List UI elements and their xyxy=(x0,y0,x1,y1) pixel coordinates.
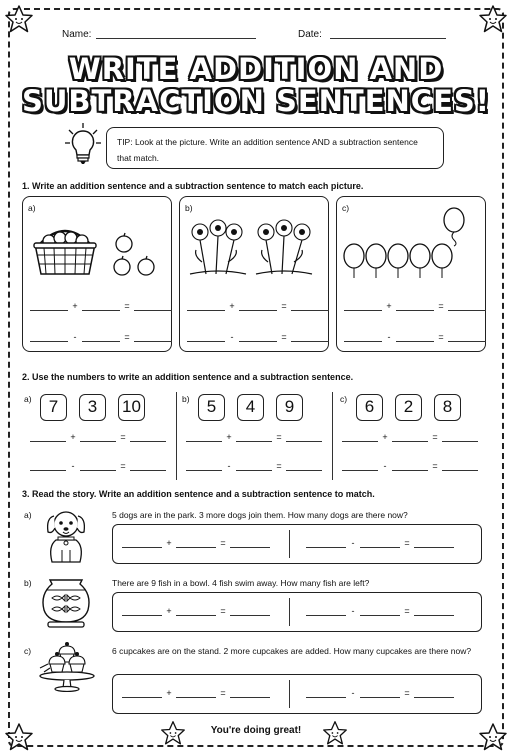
answer-blank[interactable] xyxy=(342,432,378,442)
star-icon xyxy=(478,4,508,34)
addition-sentence xyxy=(342,432,478,444)
number-card: 4 xyxy=(237,394,264,421)
addition-sentence xyxy=(122,688,270,700)
item-label: c) xyxy=(24,646,32,656)
star-icon xyxy=(4,4,34,34)
balloon-icon xyxy=(340,206,480,286)
answer-blank[interactable] xyxy=(360,606,400,616)
section2-heading: 2. Use the numbers to write an addition sentence and a subtraction sentence. xyxy=(22,372,354,382)
answer-blank[interactable] xyxy=(442,461,478,471)
equals-sign: = xyxy=(220,688,226,698)
equals-sign: = xyxy=(124,332,130,342)
answer-blank[interactable] xyxy=(392,461,428,471)
answer-blank[interactable] xyxy=(306,538,346,548)
minus-sign: - xyxy=(351,606,355,616)
answer-blank[interactable] xyxy=(414,688,454,698)
item-label: a) xyxy=(28,203,36,213)
equals-sign: = xyxy=(281,332,287,342)
answer-blank[interactable] xyxy=(286,461,322,471)
equals-sign: = xyxy=(276,432,282,442)
answer-blank[interactable] xyxy=(442,432,478,442)
answer-divider xyxy=(289,598,290,626)
answer-divider xyxy=(289,530,290,558)
answer-blank[interactable] xyxy=(414,538,454,548)
plus-sign: + xyxy=(386,301,392,311)
answer-blank[interactable] xyxy=(239,301,277,311)
answer-blank[interactable] xyxy=(30,301,68,311)
number-card: 9 xyxy=(276,394,303,421)
plus-sign: + xyxy=(166,688,172,698)
equals-sign: = xyxy=(276,461,282,471)
answer-blank[interactable] xyxy=(236,432,272,442)
name-label: Name: xyxy=(62,29,92,40)
answer-blank[interactable] xyxy=(130,432,166,442)
addition-sentence xyxy=(187,301,329,313)
dog-icon xyxy=(42,506,90,564)
item-label: a) xyxy=(24,510,32,520)
answer-blank[interactable] xyxy=(122,688,162,698)
answer-blank[interactable] xyxy=(392,432,428,442)
subtraction-sentence xyxy=(30,461,166,473)
flower-icon xyxy=(188,218,320,278)
equals-sign: = xyxy=(432,461,438,471)
subtraction-sentence xyxy=(30,332,172,344)
answer-blank[interactable] xyxy=(291,332,329,342)
equals-sign: = xyxy=(124,301,130,311)
answer-blank[interactable] xyxy=(130,461,166,471)
plus-sign: + xyxy=(166,538,172,548)
equals-sign: = xyxy=(281,301,287,311)
answer-blank[interactable] xyxy=(344,332,382,342)
number-card: 7 xyxy=(40,394,67,421)
section1-heading: 1. Write an addition sentence and a subtraction sentence to match each picture. xyxy=(22,181,364,191)
answer-blank[interactable] xyxy=(30,432,66,442)
fishbowl-icon xyxy=(38,576,94,628)
minus-sign: - xyxy=(227,461,231,471)
equals-sign: = xyxy=(404,688,410,698)
answer-blank[interactable] xyxy=(291,301,329,311)
section3-heading: 3. Read the story. Write an addition sentence and a subtraction sentence to match. xyxy=(22,489,375,499)
minus-sign: - xyxy=(73,332,77,342)
answer-blank[interactable] xyxy=(230,538,270,548)
equals-sign: = xyxy=(120,461,126,471)
answer-blank[interactable] xyxy=(342,461,378,471)
plus-sign: + xyxy=(166,606,172,616)
answer-blank[interactable] xyxy=(239,332,277,342)
subtraction-sentence xyxy=(187,332,329,344)
minus-sign: - xyxy=(230,332,234,342)
number-card: 6 xyxy=(356,394,383,421)
answer-blank[interactable] xyxy=(82,301,120,311)
subtraction-sentence xyxy=(306,538,454,550)
equals-sign: = xyxy=(438,301,444,311)
item-label: c) xyxy=(340,394,348,404)
equals-sign: = xyxy=(432,432,438,442)
answer-blank[interactable] xyxy=(344,301,382,311)
answer-blank[interactable] xyxy=(230,606,270,616)
lightbulb-icon xyxy=(64,122,102,166)
answer-blank[interactable] xyxy=(396,332,434,342)
subtraction-sentence xyxy=(186,461,322,473)
number-card: 10 xyxy=(118,394,145,421)
number-card: 3 xyxy=(79,394,106,421)
answer-blank[interactable] xyxy=(187,301,225,311)
minus-sign: - xyxy=(351,688,355,698)
minus-sign: - xyxy=(71,461,75,471)
answer-blank[interactable] xyxy=(122,606,162,616)
page-title-line1: WRITE ADDITION AND xyxy=(68,52,444,86)
apple-icon xyxy=(111,232,159,278)
answer-blank[interactable] xyxy=(30,461,66,471)
answer-blank[interactable] xyxy=(306,606,346,616)
plus-sign: + xyxy=(382,432,388,442)
answer-blank[interactable] xyxy=(176,606,216,616)
cupcake-stand-icon xyxy=(36,640,98,692)
minus-sign: - xyxy=(383,461,387,471)
plus-sign: + xyxy=(226,432,232,442)
item-label: c) xyxy=(342,203,350,213)
item-label: b) xyxy=(185,203,193,213)
plus-sign: + xyxy=(229,301,235,311)
minus-sign: - xyxy=(387,332,391,342)
page-title-line2: SUBTRACTION SENTENCES! xyxy=(21,84,490,118)
addition-sentence xyxy=(186,432,322,444)
answer-blank[interactable] xyxy=(306,688,346,698)
date-field[interactable] xyxy=(330,38,446,39)
addition-sentence xyxy=(122,538,270,550)
answer-blank[interactable] xyxy=(396,301,434,311)
column-divider xyxy=(332,392,333,480)
equals-sign: = xyxy=(120,432,126,442)
addition-sentence xyxy=(30,432,166,444)
subtraction-sentence xyxy=(306,688,454,700)
answer-blank[interactable] xyxy=(360,688,400,698)
equals-sign: = xyxy=(438,332,444,342)
answer-blank[interactable] xyxy=(236,461,272,471)
subtraction-sentence xyxy=(344,332,486,344)
tip-box: TIP: Look at the picture. Write an addition sentence AND a subtraction sentence that match. xyxy=(106,127,444,169)
name-field[interactable] xyxy=(96,38,256,39)
plus-sign: + xyxy=(72,301,78,311)
answer-blank[interactable] xyxy=(187,332,225,342)
answer-divider xyxy=(289,680,290,708)
encouragement-footer: You're doing great! xyxy=(210,725,302,736)
addition-sentence xyxy=(122,606,270,618)
answer-blank[interactable] xyxy=(80,432,116,442)
answer-blank[interactable] xyxy=(30,332,68,342)
answer-blank[interactable] xyxy=(134,332,172,342)
plus-sign: + xyxy=(70,432,76,442)
story-text: 6 cupcakes are on the stand. 2 more cupcakes are added. How many cupcakes are there now? xyxy=(112,646,472,656)
equals-sign: = xyxy=(404,538,410,548)
story-text: 5 dogs are in the park. 3 more dogs join them. How many dogs are there now? xyxy=(112,510,408,520)
story-text: There are 9 fish in a bowl. 4 fish swim away. How many fish are left? xyxy=(112,578,370,588)
date-label: Date: xyxy=(298,29,322,40)
answer-blank[interactable] xyxy=(414,606,454,616)
answer-blank[interactable] xyxy=(448,301,486,311)
answer-blank[interactable] xyxy=(360,538,400,548)
answer-blank[interactable] xyxy=(134,301,172,311)
item-label: b) xyxy=(182,394,190,404)
equals-sign: = xyxy=(220,538,226,548)
answer-blank[interactable] xyxy=(122,538,162,548)
answer-blank[interactable] xyxy=(186,461,222,471)
item-label: b) xyxy=(24,578,32,588)
number-card: 5 xyxy=(198,394,225,421)
equals-sign: = xyxy=(220,606,226,616)
number-card: 8 xyxy=(434,394,461,421)
answer-blank[interactable] xyxy=(176,538,216,548)
answer-blank[interactable] xyxy=(230,688,270,698)
minus-sign: - xyxy=(351,538,355,548)
answer-blank[interactable] xyxy=(82,332,120,342)
item-label: a) xyxy=(24,394,32,404)
answer-blank[interactable] xyxy=(186,432,222,442)
number-card: 2 xyxy=(395,394,422,421)
equals-sign: = xyxy=(404,606,410,616)
addition-sentence xyxy=(344,301,486,313)
subtraction-sentence xyxy=(306,606,454,618)
column-divider xyxy=(176,392,177,480)
answer-blank[interactable] xyxy=(448,332,486,342)
answer-blank[interactable] xyxy=(286,432,322,442)
subtraction-sentence xyxy=(342,461,478,473)
answer-blank[interactable] xyxy=(176,688,216,698)
addition-sentence xyxy=(30,301,172,313)
answer-blank[interactable] xyxy=(80,461,116,471)
apple-basket-icon xyxy=(32,222,98,276)
